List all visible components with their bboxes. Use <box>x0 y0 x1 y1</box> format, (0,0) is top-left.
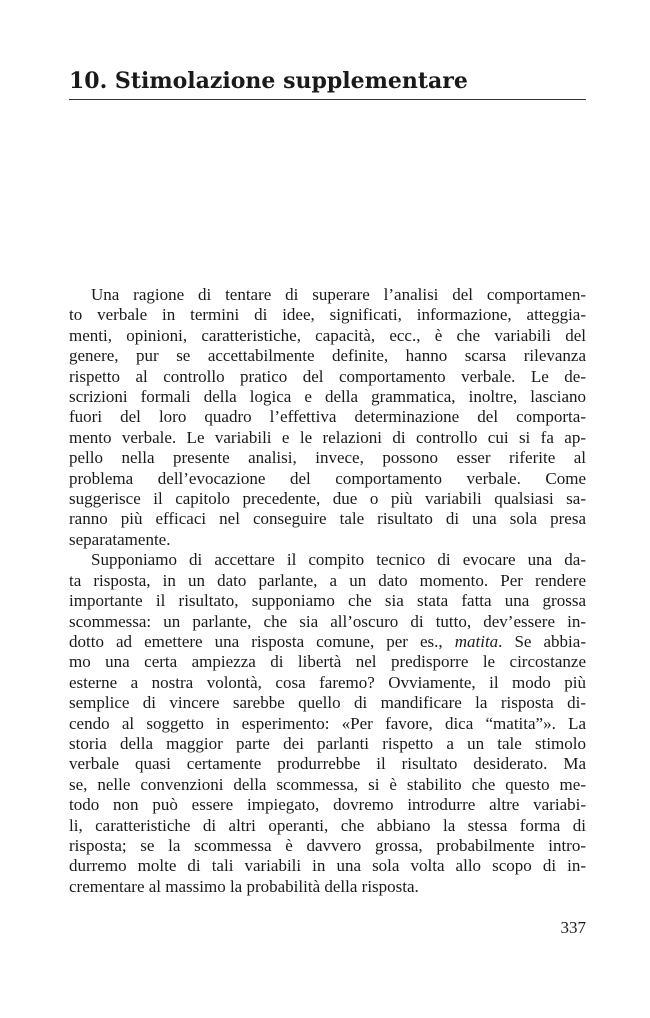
text-line: Una ragione di tentare di superare l’analisi del comportamen- <box>91 285 586 304</box>
text-line: separatamente. <box>69 529 171 549</box>
text-line: storia della maggior parte dei parlanti rispetto a un tale stimolo <box>69 733 586 753</box>
text-line: menti, opinioni, caratteristiche, capacità, ecc., è che variabili del <box>69 325 586 345</box>
text-segment: . Se abbia- <box>498 631 586 651</box>
text-line: rispetto al controllo pratico del comportamento verbale. Le de- <box>69 366 586 386</box>
text-line: crementare al massimo la probabilità della risposta. <box>69 876 419 896</box>
page-number: 337 <box>560 918 586 937</box>
text-line-with-italic <box>69 632 586 652</box>
text-line: scrizioni formali della logica e della grammatica, inoltre, lasciano <box>69 387 586 407</box>
chapter-title: 10. Stimolazione supplementare <box>69 68 468 94</box>
paragraph-2 <box>69 550 586 897</box>
text-line: cendo al soggetto in esperimento: «Per favore, dica “matita”». La <box>69 713 586 733</box>
text-line: suggerisce il capitolo precedente, due o più variabili qualsiasi sa- <box>69 489 586 509</box>
text-line: mento verbale. Le variabili e le relazioni di controllo cui si fa ap- <box>69 427 586 447</box>
text-line: risposta; se la scommessa è davvero grossa, probabilmente intro- <box>69 835 586 855</box>
text-line: to verbale in termini di idee, significati, informazione, atteggia- <box>69 305 586 325</box>
book-page <box>69 0 586 1018</box>
text-line: genere, pur se accettabilmente definite, hanno scarsa rilevanza <box>69 346 586 366</box>
text-line: fuori del loro quadro l’effettiva determinazione del comporta- <box>69 407 586 427</box>
body-text <box>69 285 586 897</box>
title-underline <box>69 99 586 100</box>
text-line: pello nella presente analisi, invece, possono esser riferite al <box>69 448 586 468</box>
text-line: importante il risultato, supponiamo che sia stata fatta una grossa <box>69 591 586 611</box>
text-line: problema dell’evocazione del comportamento verbale. Come <box>69 468 586 488</box>
text-line: mo una certa ampiezza di libertà nel predisporre le circostanze <box>69 652 586 672</box>
text-segment: dotto ad emettere una risposta comune, per es., <box>69 631 455 651</box>
text-line: ranno più efficaci nel conseguire tale risultato di una sola presa <box>69 509 586 529</box>
text-line: Supponiamo di accettare il compito tecnico di evocare una da- <box>91 550 586 570</box>
italic-word: matita <box>454 631 499 651</box>
paragraph-1 <box>69 285 586 550</box>
text-line: verbale quasi certamente produrrebbe il risultato desiderato. Ma <box>69 754 586 774</box>
text-line: esterne a nostra volontà, cosa faremo? Ovviamente, il modo più <box>69 672 586 692</box>
text-line: semplice di vincere sarebbe quello di mandificare la risposta di- <box>69 693 586 713</box>
text-line: se, nelle convenzioni della scommessa, si è stabilito che questo me- <box>69 774 586 794</box>
text-line: durremo molte di tali variabili in una sola volta allo scopo di in- <box>69 856 586 876</box>
text-line: scommessa: un parlante, che sia all’oscuro di tutto, dev’essere in- <box>69 611 586 631</box>
text-line: li, caratteristiche di altri operanti, che abbiano la stessa forma di <box>69 815 586 835</box>
text-line: todo non può essere impiegato, dovremo introdurre altre variabi- <box>69 795 586 815</box>
text-line: ta risposta, in un dato parlante, a un dato momento. Per rendere <box>69 570 586 590</box>
